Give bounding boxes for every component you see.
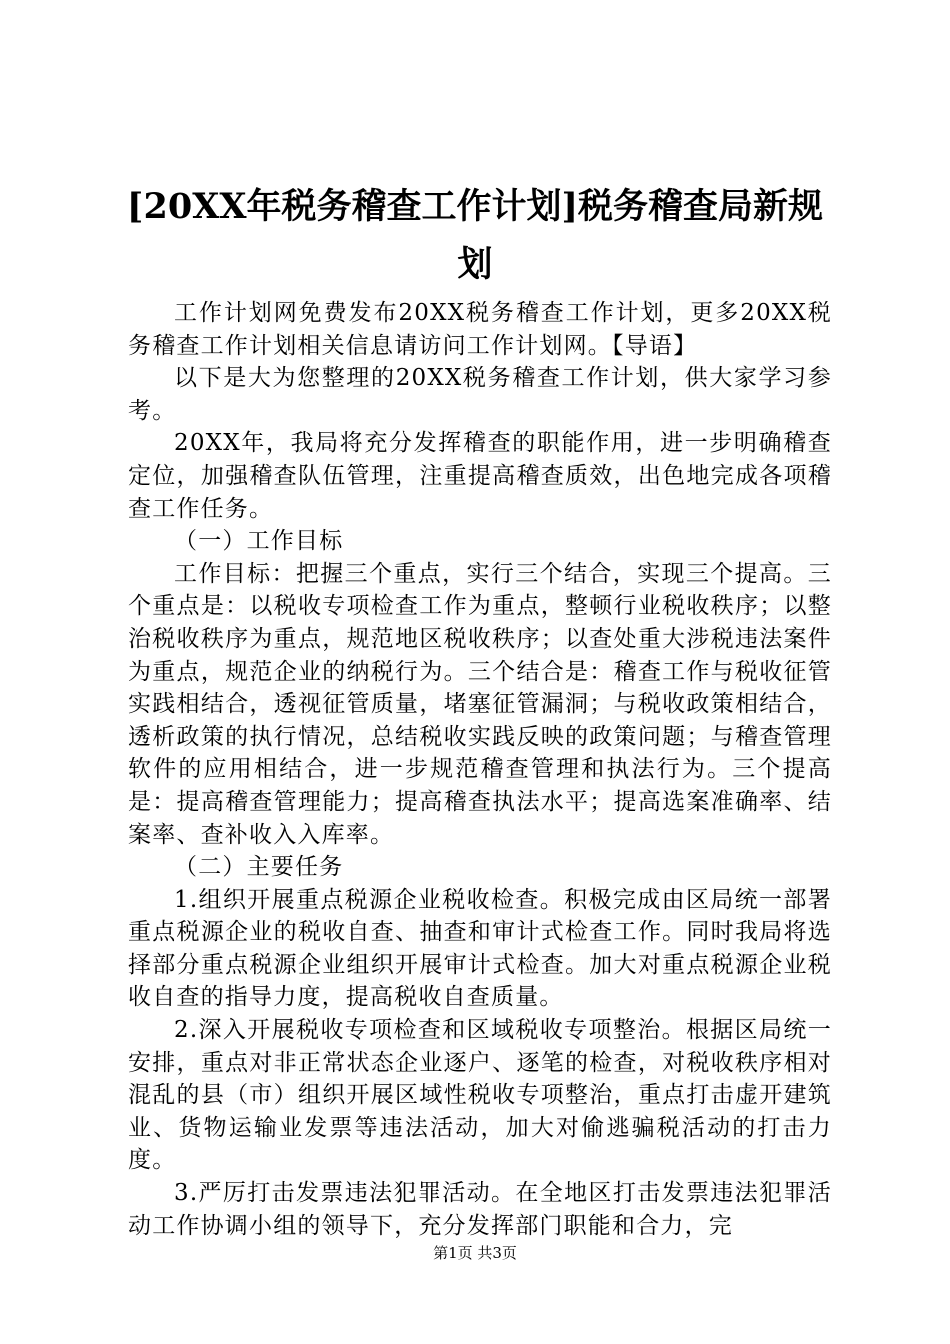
document-title: [20XX年税务稽查工作计划]税务稽查局新规划 <box>126 186 824 285</box>
paragraph-task-3: 3.严厉打击发票违法犯罪活动。在全地区打击发票违法犯罪活动工作协调小组的领导下，充分发挥部门职能和合力，完 <box>128 1180 832 1239</box>
document-body <box>128 297 832 1242</box>
section-heading-tasks: （二）主要任务 <box>174 854 344 881</box>
paragraph-goals: 工作目标：把握三个重点，实行三个结合，实现三个提高。三个重点是：以税收专项检查工作为重点，整顿行业税收秩序；以整治税收秩序为重点，规范地区税收秩序；以查处重大涉税违法案件为重点，规范企业的纳税行为。三个结合是：稽查工作与税收征管实践相结合，透视征管质量，堵塞征管漏洞；与税收政策相结合，透析政策的执行情况，总结税收实践反映的政策问题；与稽查管理软件的应用相结合，进一步规范稽查管理和执法行为。三个提高是：提高稽查管理能力；提高稽查执法水平；提高选案准确率、结案率、查补收入入库率。 <box>128 560 832 848</box>
paragraph-overview: 20XX年，我局将充分发挥稽查的职能作用，进一步明确稽查定位，加强稽查队伍管理，注重提高稽查质效，出色地完成各项稽查工作任务。 <box>128 430 832 522</box>
paragraph-preface: 以下是大为您整理的20XX税务稽查工作计划，供大家学习参考。 <box>128 365 832 424</box>
paragraph-task-1: 1.组织开展重点税源企业税收检查。积极完成由区局统一部署重点税源企业的税收自查、抽查和审计式检查工作。同时我局将选择部分重点税源企业组织开展审计式检查。加大对重点税源企业税收自查的指导力度，提高税收自查质量。 <box>128 886 832 1011</box>
page-footer: 第1页 共3页 <box>433 1244 517 1262</box>
paragraph-intro: 工作计划网免费发布20XX税务稽查工作计划，更多20XX税务稽查工作计划相关信息请访问工作计划网。【导语】 <box>128 300 832 359</box>
paragraph-task-2: 2.深入开展税收专项检查和区域税收专项整治。根据区局统一安排，重点对非正常状态企业逐户、逐笔的检查，对税收秩序相对混乱的县（市）组织开展区域性税收专项整治，重点打击虚开建筑业、货物运输业发票等违法活动，加大对偷逃骗税活动的打击力度。 <box>128 1017 832 1174</box>
section-heading-goals: （一）工作目标 <box>174 528 344 555</box>
